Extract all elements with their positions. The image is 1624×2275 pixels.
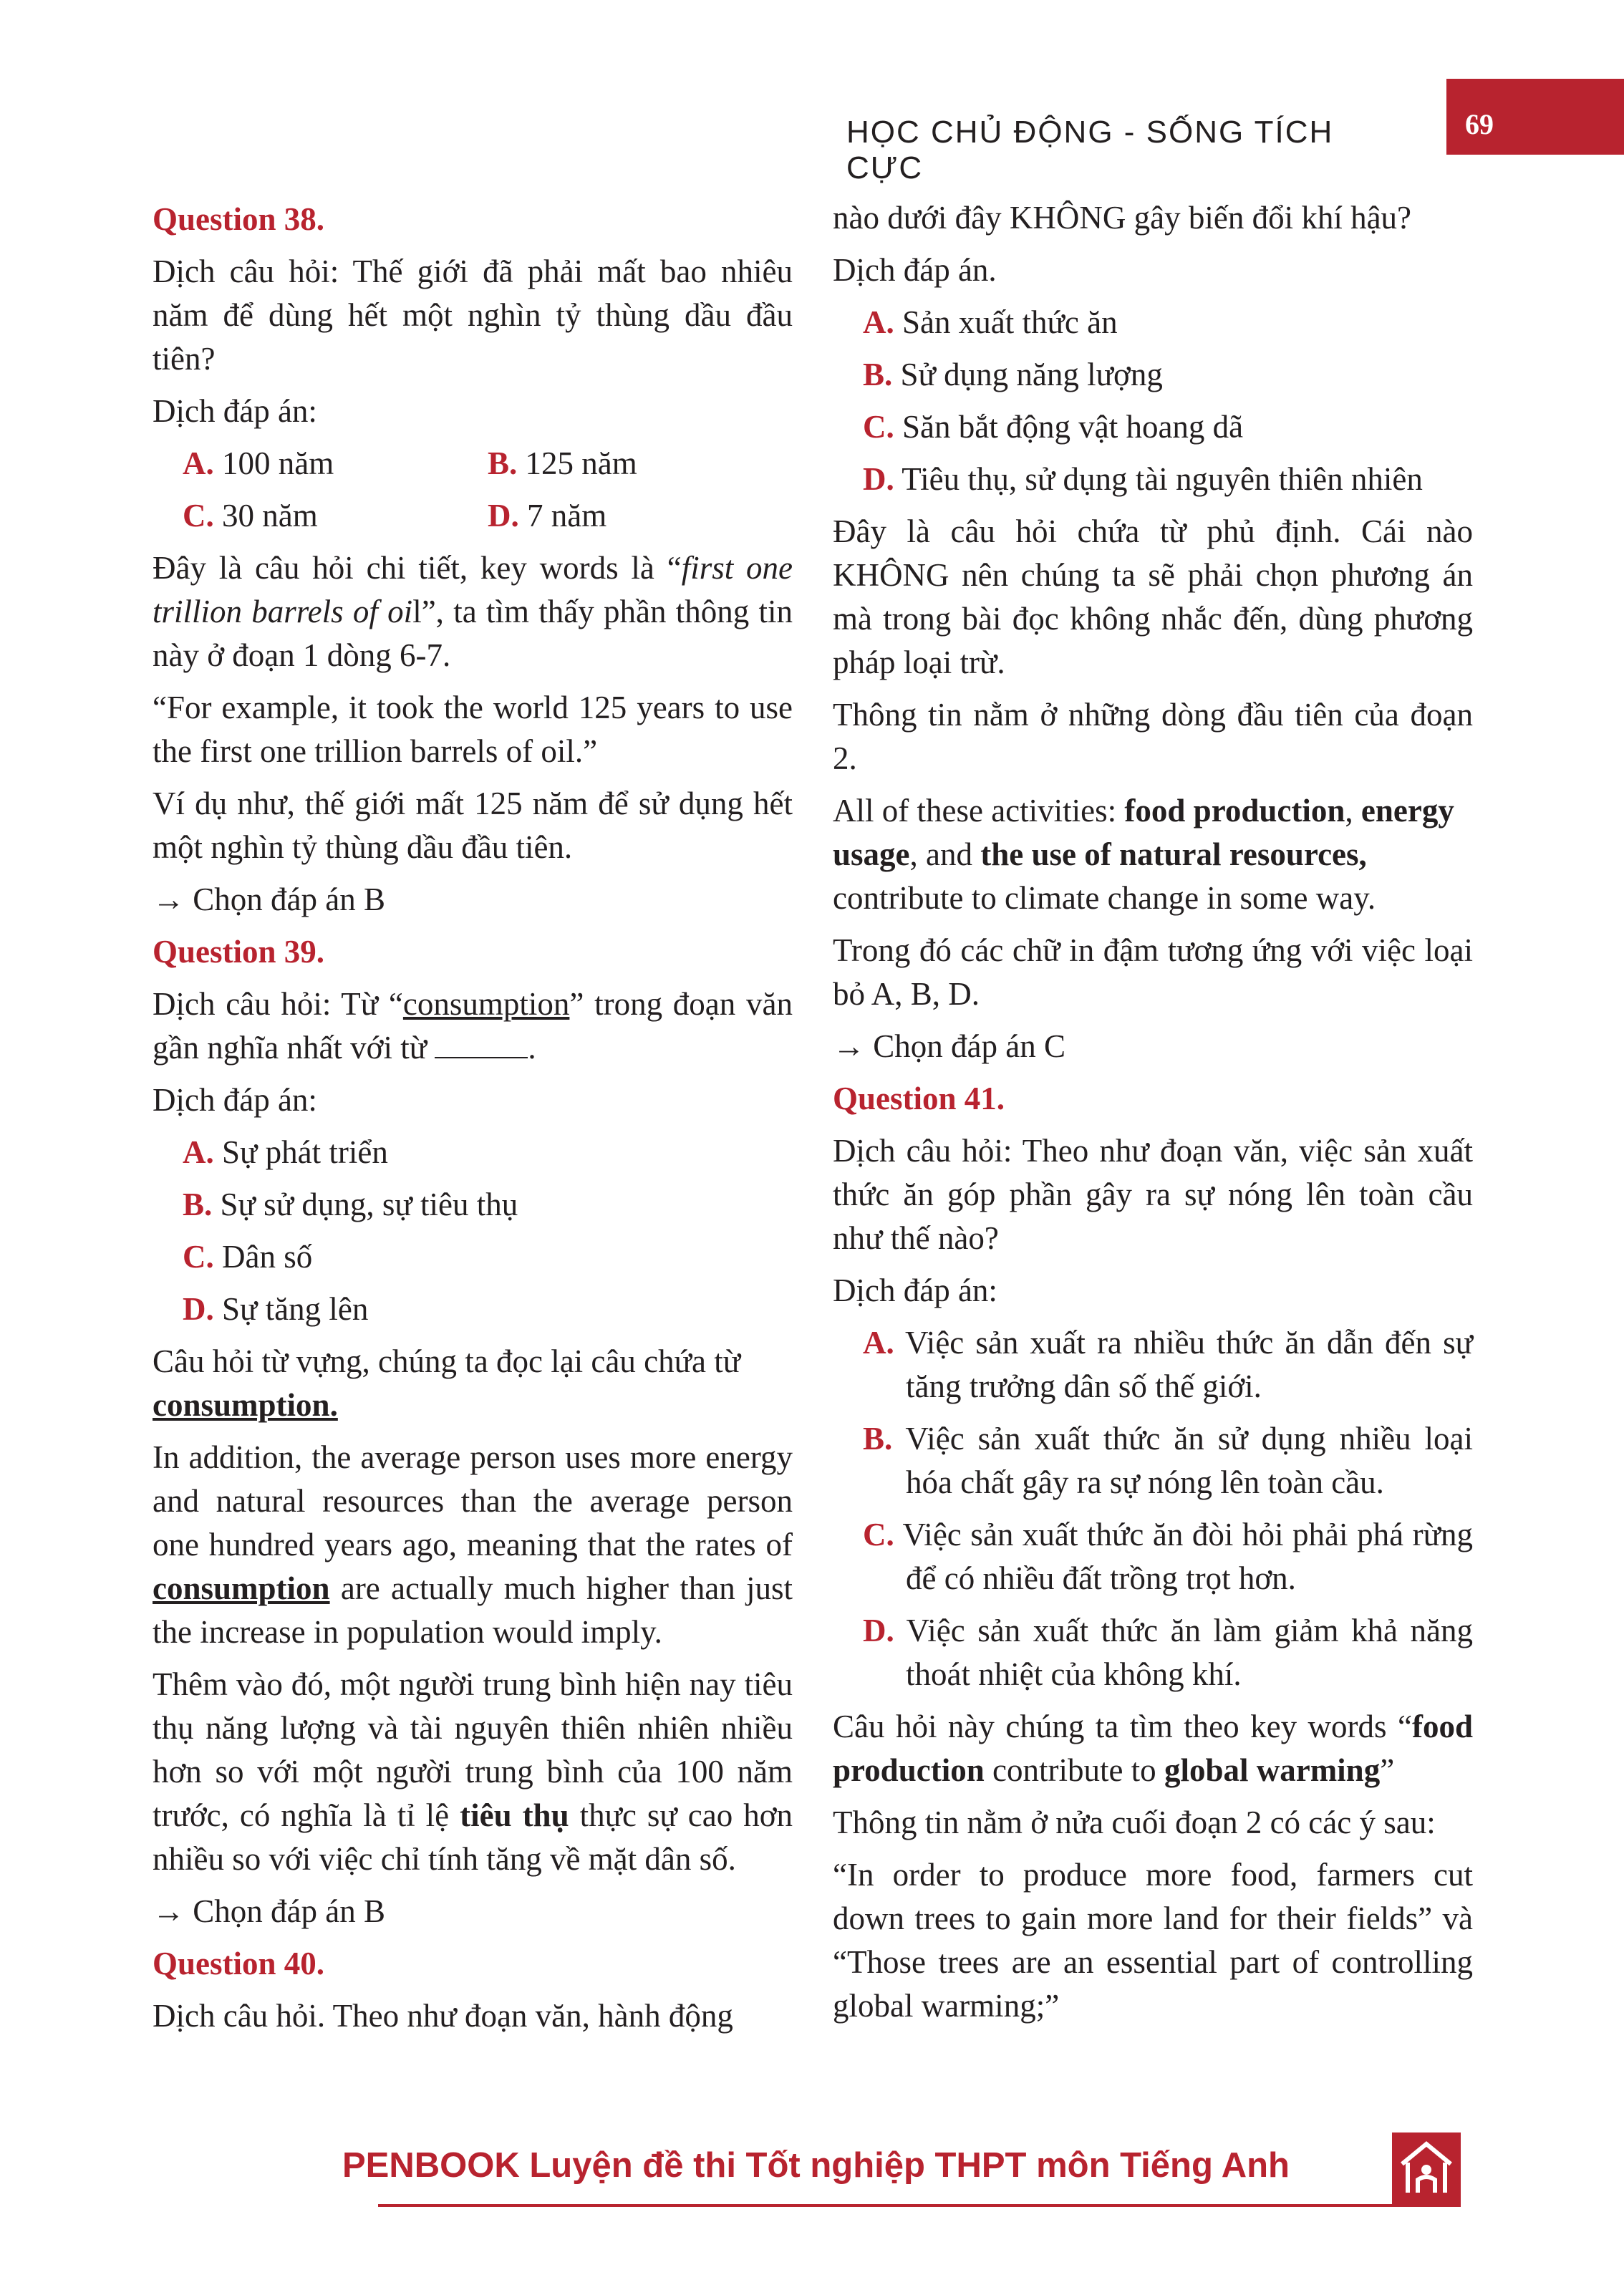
question-39-quote: In addition, the average person uses more energy and natural resources than the average person one hundred years ago, meaning that the rates of consumption are actually much higher than just the increase in population would imply. (153, 1439, 793, 1650)
question-39-title: Question 39. (153, 934, 325, 970)
question-40-answer: → Chọn đáp án C (833, 1028, 1065, 1064)
house-logo-icon (1392, 2132, 1461, 2204)
left-column (153, 198, 793, 2047)
option: A. 100 năm (183, 445, 334, 481)
option: B. Sự sử dụng, sự tiêu thụ (183, 1187, 518, 1222)
question-41-title: Question 41. (833, 1081, 1005, 1116)
option: A. Việc sản xuất ra nhiều thức ăn dẫn đến sự tăng trưởng dân số thế giới. (863, 1325, 1474, 1404)
option: B. Sử dụng năng lượng (863, 357, 1163, 392)
question-39-text: Dịch câu hỏi: Từ “consumption” trong đoạn văn gần nghĩa nhất với từ . (153, 986, 793, 1066)
question-38-answers-label: Dịch đáp án: (153, 393, 317, 429)
running-header: HỌC CHỦ ĐỘNG - SỐNG TÍCH CỰC (846, 115, 1334, 185)
question-39-translation: Thêm vào đó, một người trung bình hiện nay tiêu thụ năng lượng và tài nguyên thiên nhiên nhiều hơn so với một người trung bình của 100 năm trước, có nghĩa là tỉ lệ tiêu thụ thực sự cao hơn nhiều so với việc chỉ tính tăng về mặt dân số. (153, 1666, 793, 1877)
question-39-answer: → Chọn đáp án B (153, 1893, 385, 1929)
option: C. Dân số (183, 1239, 313, 1275)
question-40-title: Question 40. (153, 1946, 325, 1981)
question-41-quote: “In order to produce more food, farmers cut down trees to gain more land for their fields” và “Those trees are an essential part of controlling global warming;” (833, 1857, 1473, 2024)
question-38-explanation: Đây là câu hỏi chi tiết, key words là “first one trillion barrels of oil”, ta tìm thấy phần thông tin này ở đoạn 1 dòng 6-7. (153, 550, 793, 673)
question-40-answers-label: Dịch đáp án. (833, 252, 997, 288)
question-41-answers-label: Dịch đáp án: (833, 1272, 997, 1308)
option: B. Việc sản xuất thức ăn sử dụng nhiều loại hóa chất gây ra sự nóng lên toàn cầu. (863, 1421, 1474, 1500)
option: D. Tiêu thụ, sử dụng tài nguyên thiên nhiên (863, 461, 1423, 497)
question-40-note: Trong đó các chữ in đậm tương ứng với việc loại bỏ A, B, D. (833, 932, 1473, 1012)
option: C. Săn bắt động vật hoang dã (863, 409, 1244, 445)
option: B. 125 năm (488, 445, 637, 481)
option: A. Sản xuất thức ăn (863, 304, 1118, 340)
answer-blank (435, 1028, 528, 1058)
right-column (833, 196, 1473, 2037)
question-38-options-row-1 (183, 442, 793, 486)
question-40-text-part1: Dịch câu hỏi. Theo như đoạn văn, hành động (153, 1998, 733, 2034)
question-41-explanation: Câu hỏi này chúng ta tìm theo key words “food production contribute to global warming” (833, 1709, 1473, 1788)
option: C. 30 năm (183, 498, 318, 533)
question-40-explanation: Đây là câu hỏi chứa từ phủ định. Cái nào KHÔNG nên chúng ta sẽ phải chọn phương án mà trong bài đọc không nhắc đến, dùng phương pháp loại trừ. (833, 513, 1473, 680)
question-38-options-row-2 (183, 494, 793, 538)
question-39-answers-label: Dịch đáp án: (153, 1082, 317, 1118)
question-41-location: Thông tin nằm ở nửa cuối đoạn 2 có các ý sau: (833, 1805, 1436, 1840)
question-39-explanation: Câu hỏi từ vựng, chúng ta đọc lại câu chứa từ consumption. (153, 1343, 741, 1423)
question-38-quote: “For example, it took the world 125 years to use the first one trillion barrels of oil.” (153, 690, 793, 769)
option: D. Việc sản xuất thức ăn làm giảm khả năng thoát nhiệt của không khí. (863, 1613, 1473, 1692)
question-38-text: Dịch câu hỏi: Thế giới đã phải mất bao nhiêu năm để dùng hết một nghìn tỷ thùng dầu đầu tiên? (153, 253, 793, 377)
question-40-text-part2: nào dưới đây KHÔNG gây biến đổi khí hậu? (833, 200, 1412, 236)
option: A. Sự phát triển (183, 1134, 388, 1170)
question-40-quote: All of these activities: food production, energy usage, and the use of natural resources, contribute to climate change in some way. (833, 793, 1454, 916)
footer-rule (378, 2204, 1461, 2207)
page-number: 69 (1465, 108, 1494, 140)
option: C. Việc sản xuất thức ăn đòi hỏi phải phá rừng để có nhiều đất trồng trọt hơn. (863, 1517, 1474, 1596)
question-38-title: Question 38. (153, 201, 325, 237)
option: D. Sự tăng lên (183, 1291, 369, 1327)
question-40-location: Thông tin nằm ở những dòng đầu tiên của đoạn 2. (833, 697, 1473, 776)
option: D. 7 năm (488, 498, 607, 533)
footer-title: PENBOOK Luyện đề thi Tốt nghiệp THPT môn Tiếng Anh (342, 2146, 1290, 2185)
question-38-translation: Ví dụ như, thế giới mất 125 năm để sử dụng hết một nghìn tỷ thùng dầu đầu tiên. (153, 786, 793, 865)
question-41-text: Dịch câu hỏi: Theo như đoạn văn, việc sản xuất thức ăn góp phần gây ra sự nóng lên toàn cầu như thế nào? (833, 1133, 1473, 1256)
question-38-answer: → Chọn đáp án B (153, 881, 385, 917)
